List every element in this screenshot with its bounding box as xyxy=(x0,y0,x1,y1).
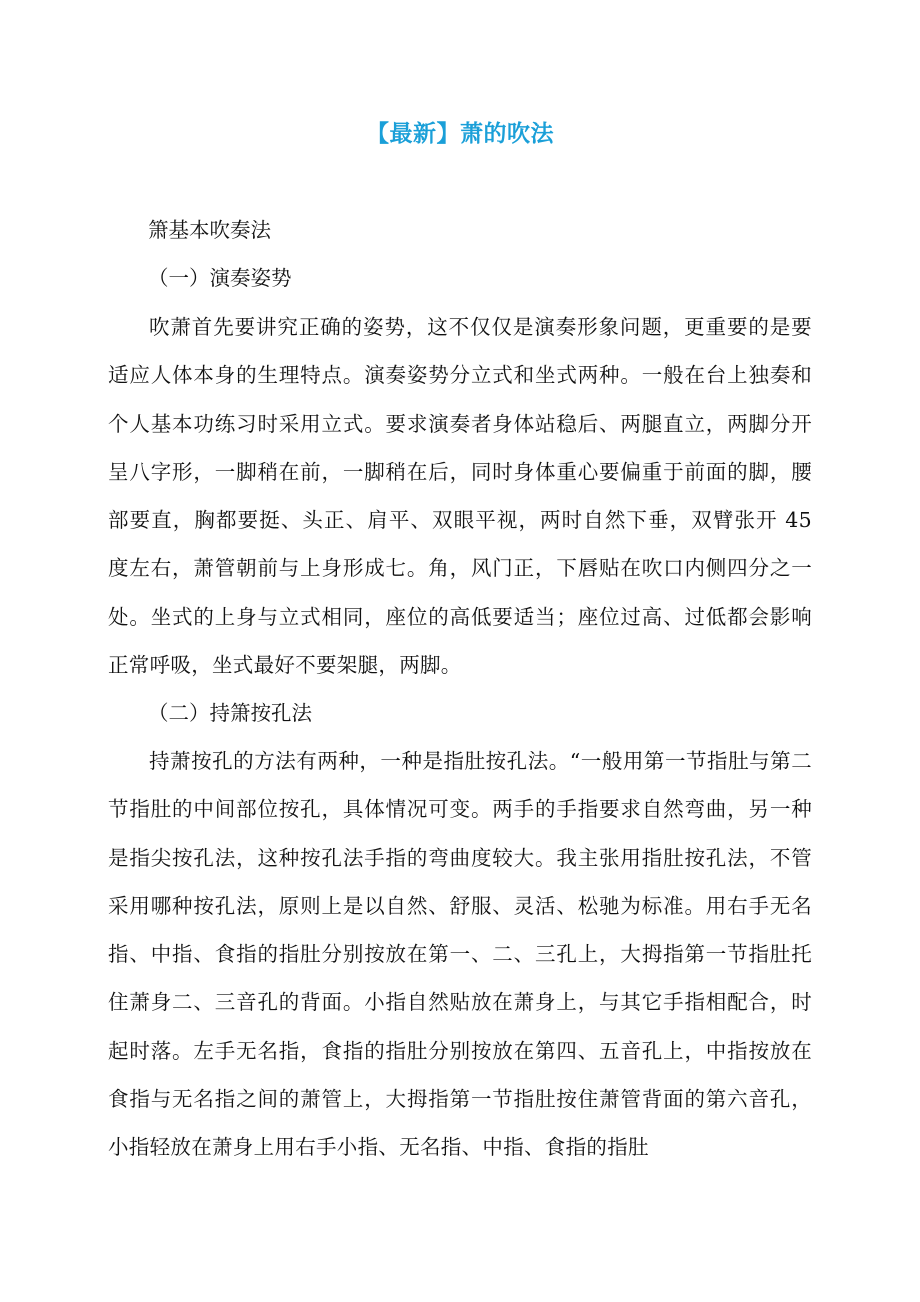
section-2-heading: （二）持箫按孔法 xyxy=(148,701,312,725)
section-1-paragraph: 吹萧首先要讲究正确的姿势，这不仅仅是演奏形象问题，更重要的是要适应人体本身的生理特点。演奏姿势分立式和坐式两种。一般在台上独奏和个人基本功练习时采用立式。要求演奏者身体站稳后、两腿直立，两脚分开呈八字形，一脚稍在前，一脚稍在后，同时身体重心要偏重于前面的脚，腰部要直，胸都要挺、头正、肩平、双眼平视，两时自然下垂，双臂张开 45 度左右，萧管朝前与上身形成七。角，风门正，下唇贴在吹口内侧四分之一处。坐式的上身与立式相同，座位的高低要适当；座位过高、过低都会影响正常呼吸，坐式最好不要架腿，两脚。 xyxy=(108,315,812,678)
section-2-paragraph: 持萧按孔的方法有两种，一种是指肚按孔法。“一般用第一节指肚与第二节指肚的中间部位按孔，具体情况可变。两手的手指要求自然弯曲，另一种是指尖按孔法，这种按孔法手指的弯曲度较大。我主张用指肚按孔法，不管采用哪种按孔法，原则上是以自然、舒服、灵活、松驰为标准。用右手无名指、中指、食指的指肚分别按放在第一、二、三孔上，大拇指第一节指肚托住萧身二、三音孔的背面。小指自然贴放在萧身上，与其它手指相配合，时起时落。左手无名指，食指的指肚分别按放在第四、五音孔上，中指按放在食指与无名指之间的萧管上，大拇指第一节指肚按住萧管背面的第六音孔，小指轻放在萧身上用右手小指、无名指、中指、食指的指肚 xyxy=(108,749,812,1160)
document-subtitle: 箫基本吹奏法 xyxy=(148,218,271,242)
title-text: 萧的吹法 xyxy=(460,120,554,147)
section-1-heading: （一）演奏姿势 xyxy=(148,266,292,290)
title-bracket: 【最新】 xyxy=(366,120,460,147)
document-title xyxy=(0,114,920,154)
